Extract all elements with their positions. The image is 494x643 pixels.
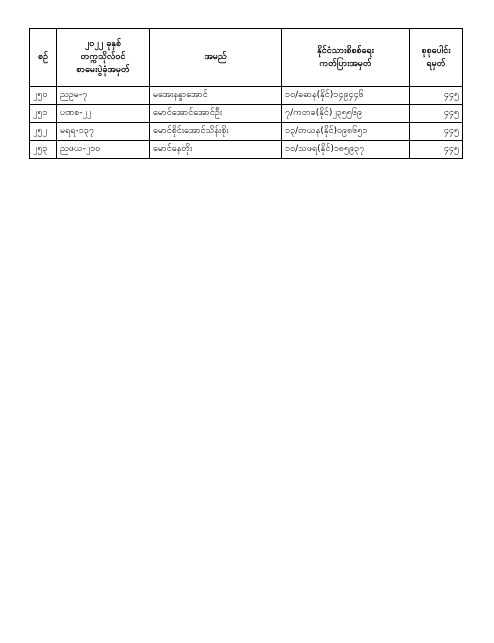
header-roll-number (57, 29, 150, 87)
header-serial-no-label: စဉ် (37, 52, 49, 62)
cell-nrc: ၇/ကတခ(နိုင်)၂၃၅၅၆၉ (282, 105, 410, 123)
cell-nrc: ၁၃/တယန(နိုင်)၀၉၈၆၅၁ (282, 123, 410, 141)
header-roll-line-3: စာမေးပွဲခုံအမှတ် (76, 65, 130, 75)
header-name-label: အမည် (204, 52, 227, 62)
cell-roll-number: ပဏစ-၂၂ (57, 105, 150, 123)
header-nrc-line-2: ကတ်ပြားအမှတ် (319, 58, 372, 69)
cell-serial-no: ၂၅၁ (30, 105, 57, 123)
results-table (29, 28, 463, 159)
header-marks-line-2: ရမှတ် (426, 58, 446, 69)
cell-name: မောင်အောင်အောင်ဦး (150, 105, 282, 123)
cell-total-marks: ၄၄၅ (410, 87, 463, 105)
table-row (30, 123, 463, 141)
header-total-marks (410, 29, 463, 87)
cell-serial-no: ၂၅၂ (30, 123, 57, 141)
cell-nrc: ၁၀/သဖရ(နိုင်)၁၈၅၉၃၇ (282, 141, 410, 159)
header-serial-no (30, 29, 57, 87)
table-row (30, 87, 463, 105)
cell-serial-no: ၂၅၀ (30, 87, 57, 105)
cell-roll-number: ညဥမ-၇ (57, 87, 150, 105)
header-roll-line-1: ၂၀၂၂ ခုနှစ် (84, 39, 122, 49)
cell-nrc: ၁၀/ခဆန(နိုင်)၁၄၉၄၄၆ (282, 87, 410, 105)
cell-name: မောင်စိုင်းအောင်သိန်းစိုး (150, 123, 282, 141)
header-nrc-line-1: နိုင်ငံသားစိစစ်ရေး (317, 45, 374, 56)
header-marks-line-1: စုစုပေါင်း (421, 45, 451, 56)
header-name (150, 29, 282, 87)
header-roll-line-2: တက္ကသိုလ်ဝင် (80, 52, 126, 62)
cell-roll-number: ညဖယ-၂၁၀ (57, 141, 150, 159)
cell-total-marks: ၄၄၅ (410, 105, 463, 123)
table-row (30, 105, 463, 123)
header-nrc (282, 29, 410, 87)
cell-total-marks: ၄၄၅ (410, 123, 463, 141)
cell-roll-number: မရရ-၁၃၇ (57, 123, 150, 141)
cell-total-marks: ၄၄၅ (410, 141, 463, 159)
table-row (30, 141, 463, 159)
cell-name: မအေးနန္ဒာအောင် (150, 87, 282, 105)
cell-name: မောင်နေတိုး (150, 141, 282, 159)
header-row (30, 29, 463, 87)
cell-serial-no: ၂၅၃ (30, 141, 57, 159)
